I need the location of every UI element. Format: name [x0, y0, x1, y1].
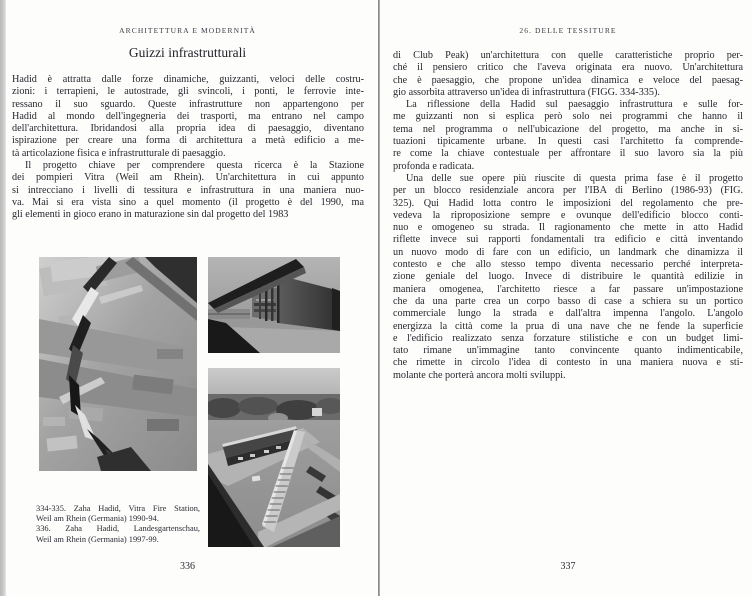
- body-text-left: [12, 74, 364, 222]
- section-title: Guizzi infrastrutturali: [128, 45, 247, 60]
- text-line: si intrecciano i livelli di tessitura e infrastruttura in una maniera nuo-: [12, 184, 364, 196]
- text-line: che è paesaggio, che propone un'idea dinamica e veloce del paesag-: [393, 74, 743, 86]
- text-line: ispirazione per creare una forma di architettura a metà edificio a me-: [12, 135, 364, 147]
- page-number-left: 336: [180, 561, 195, 572]
- text-line: che da una parte crea un corpo basso di case a schiera su un portico: [393, 295, 743, 307]
- page-right: [380, 0, 752, 596]
- figure-caption: [36, 504, 200, 545]
- text-line: dei pompieri Vitra (Weil am Rhein). Un'architettura in cui appunto: [12, 172, 364, 184]
- figure-photo-vitra-fire-station: [208, 257, 340, 353]
- text-line: Una delle sue opere più riuscite di questa prima fase è il progetto: [406, 172, 743, 184]
- text-line: riflette invece sui rapporti fondamentali tra edificio e città inventando: [393, 234, 743, 246]
- text-line: profonda e radicata.: [393, 160, 475, 172]
- text-line: tema nel programma o nell'ubicazione del progetto, ma anche in si-: [393, 123, 743, 135]
- text-line: tuazioni tipicamente urbane. In questi casi l'architetto fa comprende-: [393, 136, 743, 148]
- text-line: ché il pensiero critico che l'aveva originata era nuovo. Un'architettura: [393, 62, 743, 74]
- text-line: vedeva la riproposizione sempre e ovunque dell'edificio blocco conti-: [393, 209, 743, 221]
- text-line: energizza la città come la prua di una nave che ne fende la superficie: [393, 320, 743, 332]
- text-line: zione geniale del luogo. Invece di distribuire le quantità edilizie in: [393, 271, 743, 283]
- page-number-right: 337: [560, 561, 576, 572]
- landesgartenschau-photo-illustration: [208, 368, 340, 547]
- text-line: ressano il suo sguardo. Queste infrastrutture non appartengono per: [12, 98, 364, 110]
- text-line: 334-335. Zaha Hadid, Vitra Fire Station,: [36, 504, 200, 513]
- text-line: re come la chiave contestuale per affrontare il suo lavoro sia la più: [393, 148, 743, 160]
- figure-photo-landesgartenschau: [208, 368, 340, 547]
- text-line: zioni: i terrapieni, le autostrade, gli svincoli, i ponti, le ferrovie inte-: [12, 86, 364, 98]
- text-line: Hadid è attratta dalle forze dinamiche, guizzanti, veloci delle costru-: [12, 74, 364, 85]
- text-line: Hadid al mondo dell'ingegneria dei trasporti, ma entrano nel campo: [12, 110, 364, 122]
- vitra-photo-illustration: [208, 257, 340, 353]
- text-line: nuo e omogeneo su strada. Il ragionamento che mette in atto Hadid: [393, 222, 743, 234]
- body-text-right: [393, 50, 743, 382]
- text-line: gli elementi in gioco erano in maturazione sin dal progetto del 1983: [12, 209, 289, 221]
- text-line: 325). Qui Hadid lotta contro le imposizioni del regolamento che pre-: [393, 197, 743, 209]
- text-line: molante che porterà ancora molti sviluppi.: [393, 369, 566, 381]
- text-line: La riflessione della Hadid sul paesaggio infrastruttura e sulle for-: [406, 99, 743, 111]
- text-line: Il progetto chiave per comprendere questa ricerca è la Stazione: [25, 160, 364, 172]
- text-line: commerciale lungo la strada e dall'altra impenna l'angolo. L'angolo: [393, 308, 743, 320]
- text-line: me guizzanti non si esplica però solo nei programmi che hanno il: [393, 111, 743, 123]
- page-left: [6, 0, 378, 596]
- text-line: che rimette in circolo l'idea di contesto in una maniera nuova e sti-: [393, 357, 743, 369]
- text-line: contesto e che allo stesso tempo diventa necessario perché interpreta-: [393, 259, 743, 271]
- painting-illustration: [39, 257, 197, 471]
- text-line: 336. Zaha Hadid, Landesgartenschau,: [36, 524, 200, 534]
- text-line: tato rimane un'immagine tanto convincente quanto indimenticabile,: [393, 345, 743, 357]
- text-line: gio assorbita attraverso un'idea di infrastruttura (FIGG. 334-335).: [393, 86, 660, 98]
- text-line: maniera omogenea, l'architetto riesce a far passare un'impostazione: [393, 283, 743, 295]
- text-line: per un blocco residenziale ancora per l'IBA di Berlino (1986-93) (FIG.: [393, 185, 743, 197]
- text-line: Weil am Rhein (Germania) 1990-94.: [36, 514, 159, 524]
- text-line: dell'architettura. Ibridandosi alla propria idea di paesaggio, diventano: [12, 123, 364, 135]
- text-line: va. Mai si era vista sino a quel momento (il progetto è del 1990, ma: [12, 196, 364, 208]
- text-line: un nuovo modo di fare con un edificio, un landmark che dinamizza il: [393, 246, 743, 258]
- text-line: Weil am Rhein (Germania) 1997-99.: [36, 534, 159, 544]
- running-header-right: 26. DELLE TESSITURE: [519, 26, 617, 35]
- figure-painting-vitra-fire-station: [39, 257, 197, 471]
- text-line: di Club Peak) un'architettura con quelle caratteristiche proprio per-: [393, 50, 743, 61]
- text-line: tà articolazione fisica e infrastrutturale di paesaggio.: [12, 147, 226, 159]
- text-line: e l'edificio realizzato senza forzature stilistiche e con un budget limi-: [393, 332, 743, 344]
- running-header-left: ARCHITETTURA E MODERNITÀ: [119, 26, 256, 35]
